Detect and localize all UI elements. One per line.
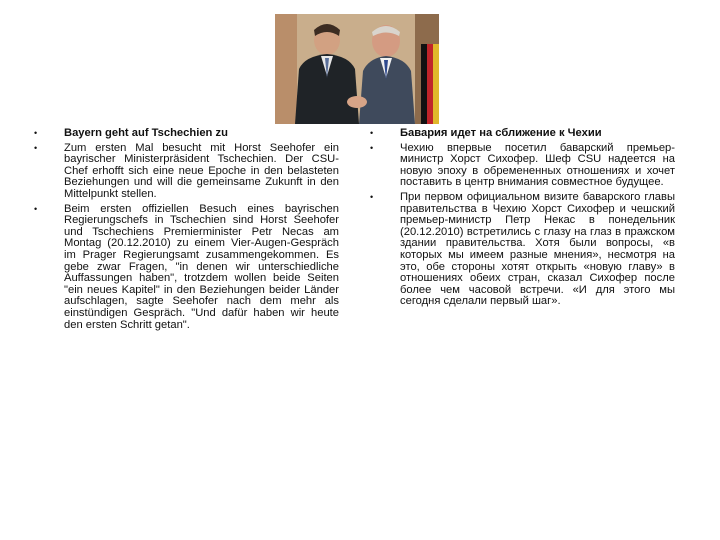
bullet-icon: • <box>34 203 38 214</box>
bullet-icon: • <box>34 142 38 153</box>
handshake-photo <box>275 14 439 124</box>
russian-title: Бавария идет на сближение к Чехии <box>400 127 602 139</box>
german-column <box>34 128 339 334</box>
german-paragraph-item <box>34 143 339 201</box>
handshake-photo-illustration <box>275 14 439 124</box>
german-bullet-list <box>34 128 339 331</box>
russian-title-item <box>370 128 675 140</box>
russian-column <box>370 128 675 311</box>
russian-paragraph: Чехию впервые посетил баварский премьер-министр Хорст Сихофер. Шеф CSU надеется на новую эпоху в обремененных отношениях и хочет поставить в центр внимания совместное будущее. <box>400 141 675 189</box>
russian-paragraph-item <box>370 192 675 308</box>
german-title: Bayern geht auf Tschechien zu <box>64 127 228 139</box>
bullet-icon: • <box>370 128 374 138</box>
russian-paragraph-item <box>370 143 675 189</box>
german-paragraph: Zum ersten Mal besucht mit Horst Seehofer ein bayrischer Ministerpräsident Tschechien. Der CSU-Chef erhofft sich eine neue Epoche in den belasteten Beziehungen und will die gemeinsame Zukunft in den Mittelpunkt stellen. <box>64 141 339 200</box>
german-title-item <box>34 128 339 140</box>
bullet-icon: • <box>34 128 38 138</box>
russian-paragraph: При первом официальном визите баварского главы правительства в Чехию Хорст Сихофер и чешский премьер-министр Петр Некас в понедельник (20.12.2010) встретились с глазу на глаз в пражском здании правительства. Хотя были вопросы, «в которых мы имеем разные мнения», несмотря на это, обе стороны хотят открыть «новую главу» в отношениях обеих стран, сказал Сихофер после более чем часовой встречи. «И для этого мы сегодня сделали первый шаг». <box>400 190 675 308</box>
german-paragraph: Beim ersten offiziellen Besuch eines bayrischen Regierungschefs in Tschechien sind Horst Seehofer und Tschechiens Premierminister Petr Necas am Montag (20.12.2010) zu einem Vier-Augen-Gespräch im Prager Regierungsamt zusammengekommen. Es gebe zwar Fragen, "in denen wir unterschiedliche Auffassungen haben", trotzdem wollen beide Seiten "ein neues Kapitel" in den Beziehungen beider Länder aufschlagen, sagte Seehofer nach dem mehr als einstündigen Gespräch. "Und dafür haben wir heute den ersten Schritt getan". <box>64 202 339 331</box>
bullet-icon: • <box>370 191 374 202</box>
bullet-icon: • <box>370 142 374 153</box>
german-paragraph-item <box>34 204 339 332</box>
russian-bullet-list <box>370 128 675 308</box>
